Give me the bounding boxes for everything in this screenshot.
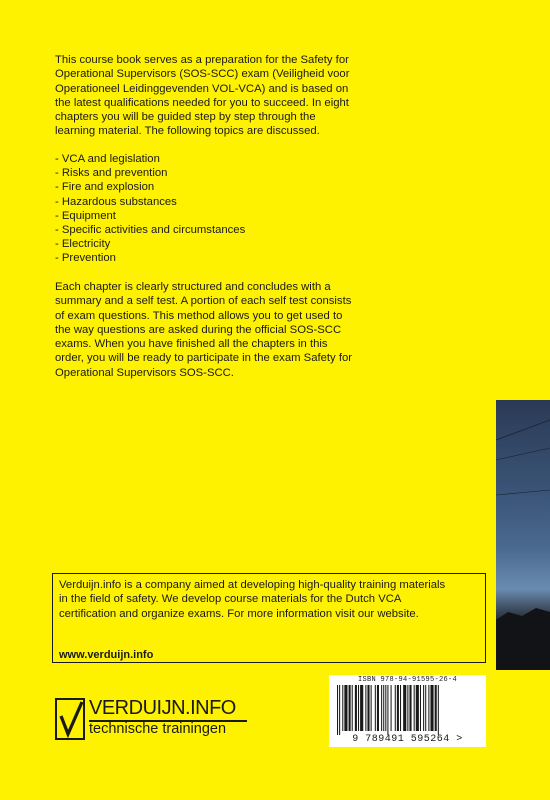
barcode-bar	[395, 685, 396, 731]
company-logo	[55, 696, 255, 744]
logo-name: VERDUIJN.INFO	[89, 697, 236, 719]
barcode-bar	[428, 685, 429, 731]
barcode-bar	[337, 685, 338, 735]
barcode-bar	[435, 685, 437, 731]
intro-line: learning material. The following topics are discussed.	[55, 125, 320, 138]
barcode-bar	[381, 685, 382, 731]
barcode-bar	[367, 685, 369, 731]
cover-photo-strip	[496, 400, 550, 670]
barcode-bar	[403, 685, 406, 731]
barcode-bar	[397, 685, 399, 731]
barcode-bar	[430, 685, 433, 731]
barcode-bar	[400, 685, 401, 731]
barcode-bar	[423, 685, 424, 731]
power-line-scene	[496, 400, 550, 670]
barcode-bar	[420, 685, 421, 731]
barcode-bar	[385, 685, 386, 731]
barcode-bar	[360, 685, 363, 731]
checkmark-icon	[55, 698, 85, 740]
list-item: - Prevention	[55, 252, 116, 265]
summary-line: Operational Supervisors SOS-SCC.	[55, 366, 234, 379]
company-line: in the field of safety. We develop course materials for the Dutch VCA	[59, 593, 402, 606]
barcode	[329, 675, 486, 747]
intro-line: Operationeel Leidinggevenden VOL-VCA) and is based on	[55, 82, 349, 95]
intro-line: the latest qualifications needed for you to succeed. In eight	[55, 96, 349, 109]
logo-tagline: technische trainingen	[89, 721, 227, 737]
summary-line: the way questions are asked during the official SOS-SCC	[55, 323, 342, 336]
ean-digits: 9 789491 595264 >	[352, 734, 463, 745]
barcode-bar	[365, 685, 366, 731]
intro-line: Operational Supervisors (SOS-SCC) exam (Veiligheid voor	[55, 68, 350, 81]
company-website-link[interactable]: www.verduijn.info	[59, 649, 154, 661]
list-item: - VCA and legislation	[55, 153, 160, 165]
list-item: - Hazardous substances	[55, 195, 177, 208]
barcode-bar	[358, 685, 359, 731]
barcode-bar	[342, 685, 343, 731]
summary-line: of exam questions. This method allows you to get used to	[55, 309, 343, 322]
barcode-bar	[425, 685, 426, 731]
barcode-bar	[352, 685, 353, 731]
list-item: - Fire and explosion	[55, 181, 155, 194]
barcode-bars	[337, 685, 478, 735]
summary-line: exams. When you have finished all the chapters in this	[55, 338, 328, 351]
list-item: - Electricity	[55, 238, 111, 251]
list-item: - Equipment	[55, 209, 116, 222]
barcode-bar	[414, 685, 415, 731]
intro-text	[55, 53, 485, 139]
company-line: certification and organize exams. For more information visit our website.	[59, 607, 419, 620]
barcode-bar	[344, 685, 347, 731]
summary-line: Each chapter is clearly structured and concludes with a	[55, 281, 331, 293]
barcode-bar	[375, 685, 376, 731]
company-line: Verduijn.info is a company aimed at developing high-quality training materials	[59, 579, 446, 591]
summary-text	[55, 280, 485, 380]
barcode-bar	[409, 685, 411, 731]
list-item: - Specific activities and circumstances	[55, 224, 246, 237]
barcode-bar	[339, 685, 340, 735]
topics-list	[55, 152, 455, 266]
barcode-bar	[371, 685, 372, 731]
company-info-box	[52, 573, 486, 663]
barcode-bar	[438, 685, 439, 735]
list-item: - Risks and prevention	[55, 167, 168, 180]
barcode-bar	[377, 685, 379, 731]
barcode-bar	[387, 685, 388, 735]
barcode-bar	[355, 685, 357, 731]
barcode-bar	[391, 685, 392, 731]
summary-line: summary and a self test. A portion of each self test consists	[55, 295, 352, 308]
isbn-text: ISBN 978-94-91595-26-4	[357, 676, 457, 684]
barcode-bar	[383, 685, 384, 731]
barcode-bar	[349, 685, 351, 731]
intro-line: This course book serves as a preparation for the Safety for	[55, 54, 349, 66]
barcode-bar	[407, 685, 408, 731]
barcode-bar	[416, 685, 419, 731]
intro-line: chapters you will be guided step by step through the	[55, 111, 316, 124]
summary-line: order, you will be ready to participate in the exam Safety for	[55, 352, 353, 365]
